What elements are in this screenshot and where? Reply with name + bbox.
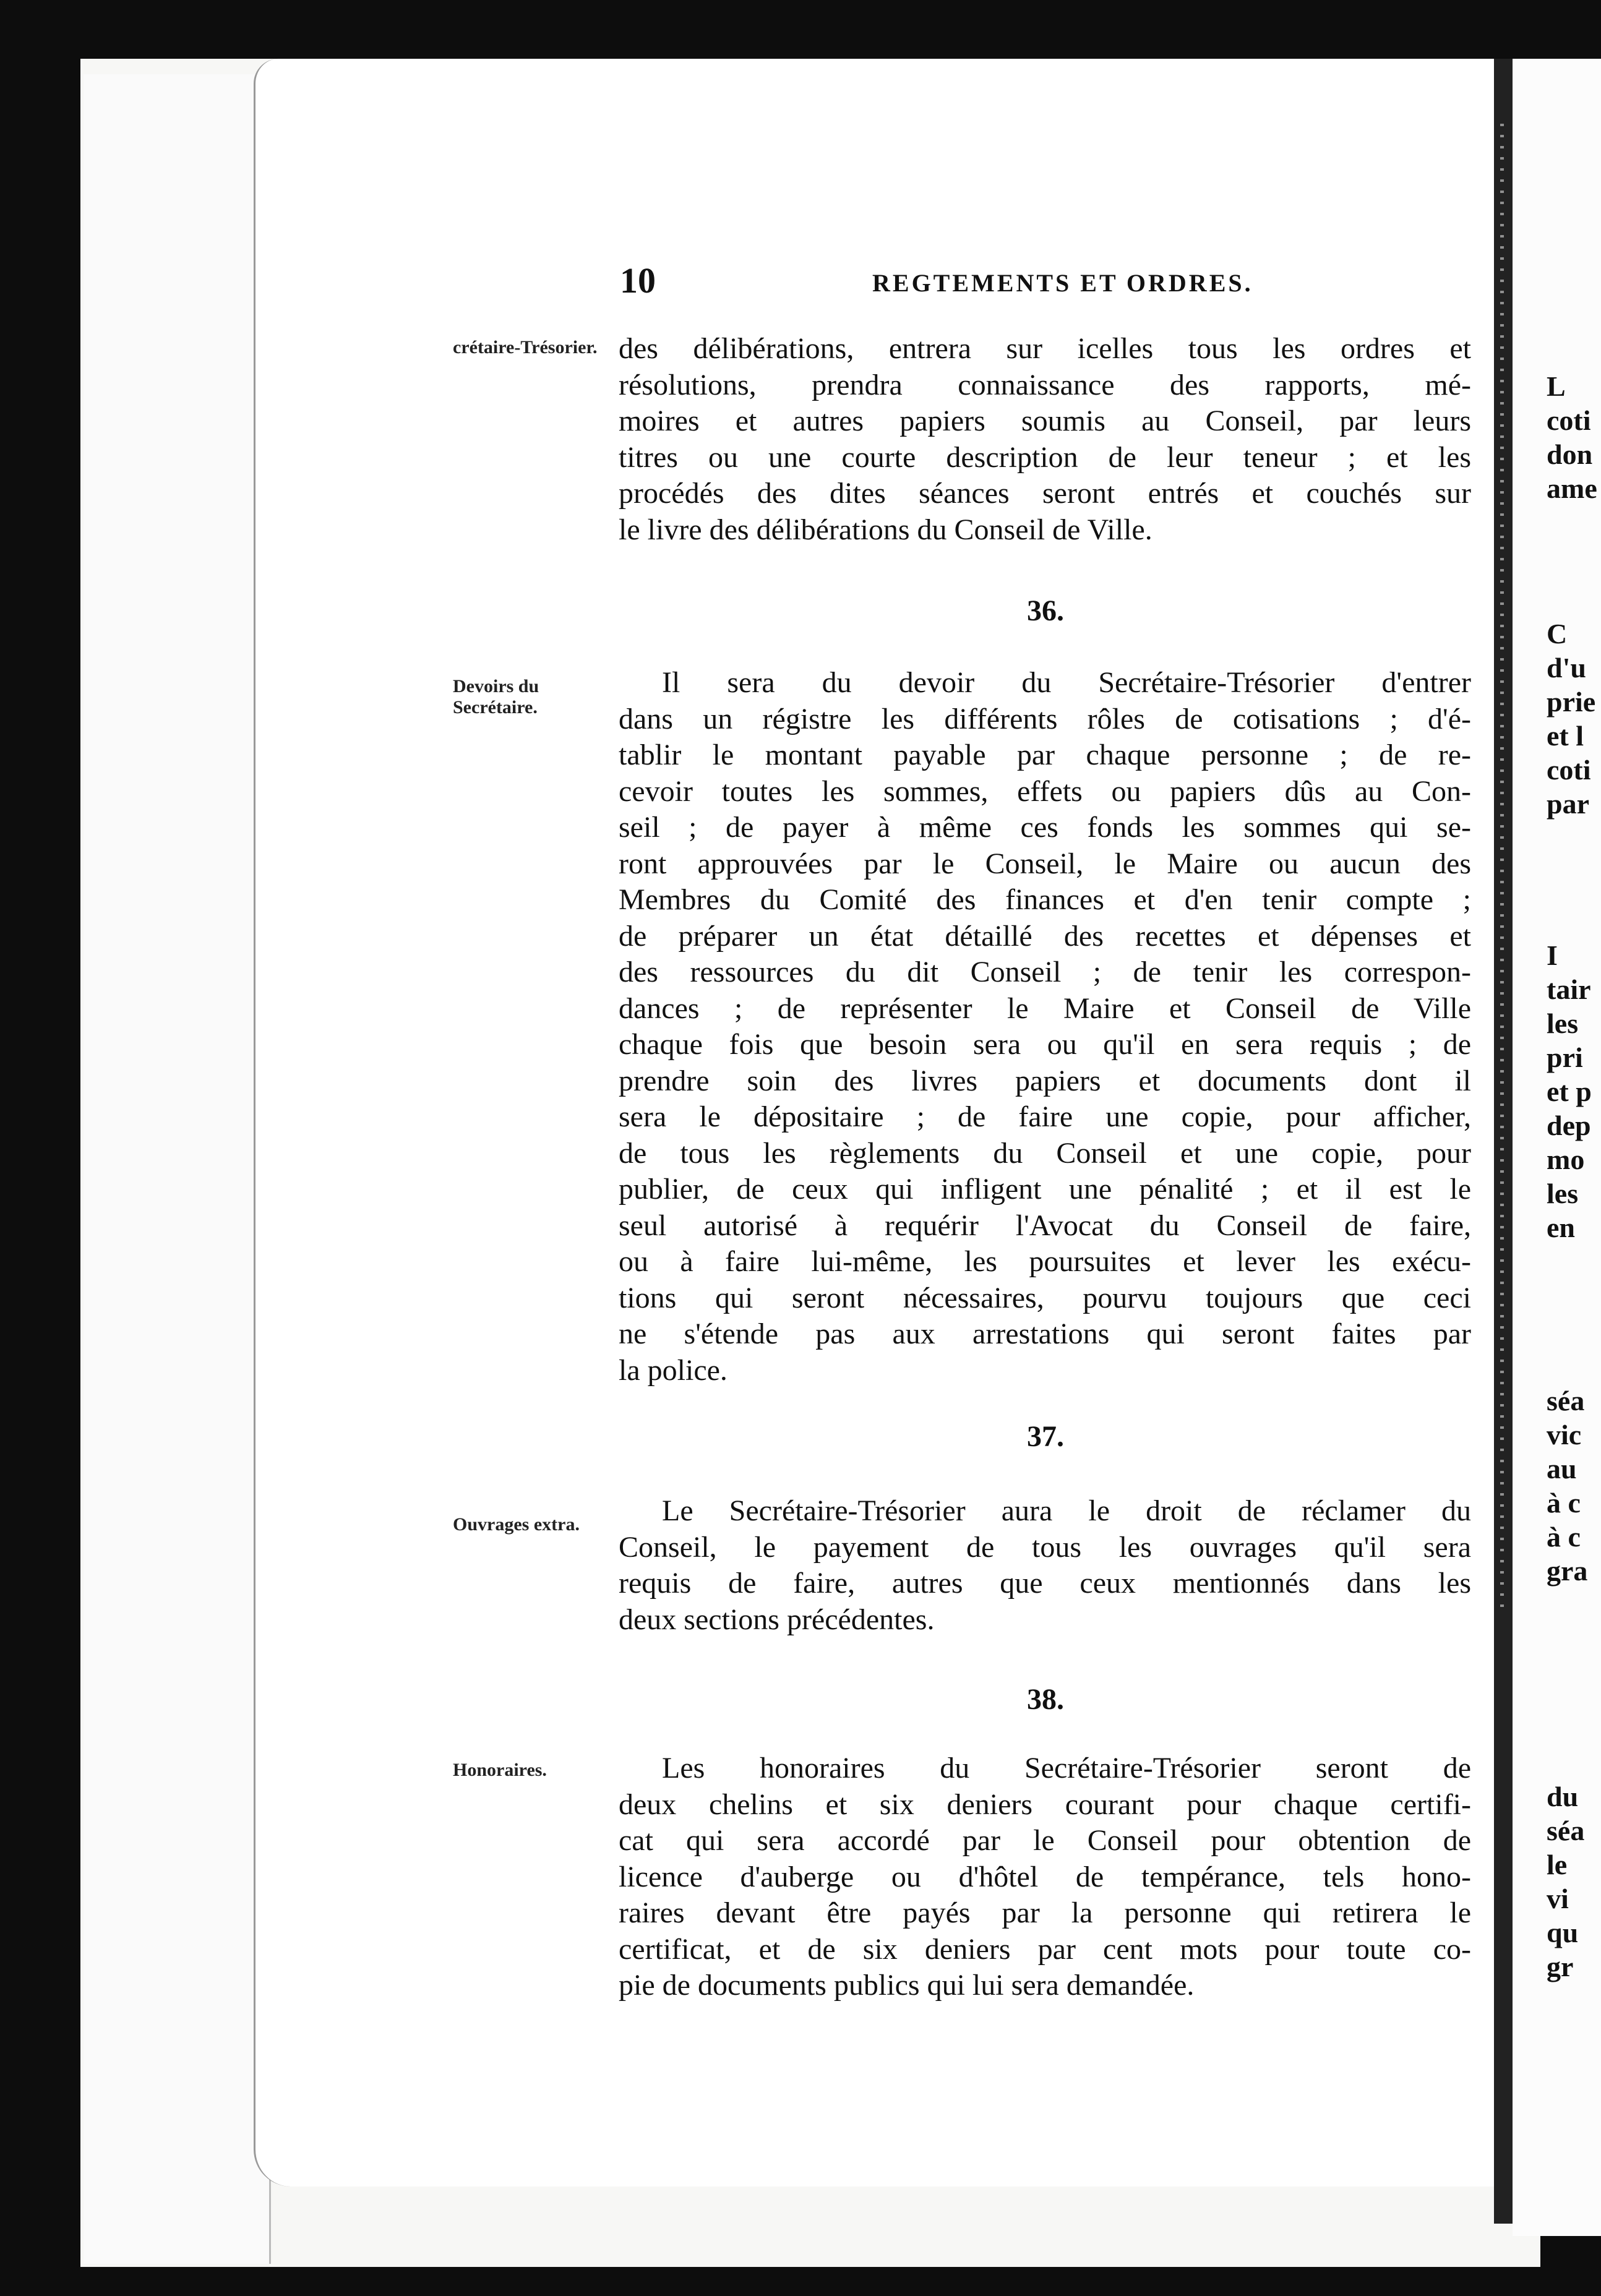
next-page-line: les xyxy=(1547,1178,1579,1209)
text-line: cat qui sera accordé par le Conseil pour obtention de xyxy=(619,1824,1471,1857)
next-page-line: et l xyxy=(1547,720,1584,752)
text-line: chaque fois que besoin sera ou qu'il en sera requis ; de xyxy=(619,1028,1471,1061)
next-page-line: au xyxy=(1547,1453,1577,1484)
next-page-line: coti xyxy=(1547,405,1591,436)
text-line: cevoir toutes les sommes, effets ou papiers dûs au Con- xyxy=(619,774,1471,808)
left-cover-edge xyxy=(84,74,271,2264)
margin-note-continuation: crétaire-Trésorier. xyxy=(453,337,598,358)
text-line: de tous les règlements du Conseil et une copie, pour xyxy=(619,1136,1471,1170)
text-line: deux sections précédentes. xyxy=(619,1603,935,1636)
running-title: REGTEMENTS ET ORDRES. xyxy=(872,269,1253,297)
text-line: la police. xyxy=(619,1353,728,1387)
text-line: Le Secrétaire-Trésorier aura le droit de réclamer du xyxy=(662,1494,1471,1527)
next-page-line: du xyxy=(1547,1781,1579,1812)
next-page-line: séa xyxy=(1547,1385,1585,1416)
next-page-line: qu xyxy=(1547,1917,1579,1948)
text-line: sera le dépositaire ; de faire une copie, pour afficher, xyxy=(619,1100,1471,1133)
text-line: le livre des délibérations du Conseil de Ville. xyxy=(619,513,1152,546)
text-line: dances ; de représenter le Maire et Conseil de Ville xyxy=(619,992,1471,1025)
page-header xyxy=(612,260,1479,309)
next-page-line: en xyxy=(1547,1212,1575,1243)
next-page-line: coti xyxy=(1547,754,1591,786)
next-page-line: et p xyxy=(1547,1076,1592,1107)
text-line: seil ; de payer à même ces fonds les sommes qui se- xyxy=(619,811,1471,844)
text-line: raires devant être payés par la personne qui retirera le xyxy=(619,1896,1471,1929)
next-page-line: ame xyxy=(1547,473,1597,504)
text-line: pie de documents publics qui lui sera demandée. xyxy=(619,1969,1195,2002)
text-line: publier, de ceux qui infligent une pénalité ; et il est le xyxy=(619,1173,1471,1206)
text-line: Conseil, le payement de tous les ouvrages qu'il sera xyxy=(619,1530,1471,1564)
text-line: Il sera du devoir du Secrétaire-Trésorier d'entrer xyxy=(662,666,1471,699)
next-page-line: gr xyxy=(1547,1951,1574,1982)
next-page-line: gra xyxy=(1547,1555,1588,1587)
next-page-line: vic xyxy=(1547,1419,1582,1450)
text-line: résolutions, prendra connaissance des rapports, mé- xyxy=(619,368,1471,401)
text-line: moires et autres papiers soumis au Conseil, par leurs xyxy=(619,405,1471,437)
text-line: ront approuvées par le Conseil, le Maire ou aucun des xyxy=(619,847,1471,880)
next-page-line: C xyxy=(1547,618,1568,649)
continuation-paragraph xyxy=(619,331,1471,548)
next-page-line: séa xyxy=(1547,1815,1585,1846)
next-page-line: tair xyxy=(1547,974,1591,1005)
text-line: ne s'étende pas aux arrestations qui seront faites par xyxy=(619,1317,1471,1350)
section-number-36: 36. xyxy=(1027,594,1064,627)
next-page-line: les xyxy=(1547,1008,1579,1039)
next-page-line: dep xyxy=(1547,1110,1591,1141)
margin-note-section-36: Devoirs du Secrétaire. xyxy=(453,676,539,718)
text-line: des ressources du dit Conseil ; de tenir les correspon- xyxy=(619,956,1471,988)
margin-note-section-37: Ouvrages extra. xyxy=(453,1514,580,1535)
section-36-paragraph xyxy=(619,665,1471,1389)
section-number-38: 38. xyxy=(1027,1683,1064,1716)
next-page-line: mo xyxy=(1547,1144,1585,1175)
next-page-fragment xyxy=(1513,59,1601,2236)
next-page-line: à c xyxy=(1547,1521,1581,1553)
next-page-line: à c xyxy=(1547,1487,1581,1519)
next-page-line: d'u xyxy=(1547,652,1586,683)
text-line: ou à faire lui-même, les poursuites et lever les exécu- xyxy=(619,1245,1471,1278)
text-line: Les honoraires du Secrétaire-Trésorier seront de xyxy=(662,1752,1471,1784)
text-line: certificat, et de six deniers par cent mots pour toute co- xyxy=(619,1932,1471,1966)
next-page-line: pri xyxy=(1547,1042,1583,1073)
text-line: seul autorisé à requérir l'Avocat du Conseil de faire, xyxy=(619,1209,1471,1242)
text-line: tions qui seront nécessaires, pourvu toujours que ceci xyxy=(619,1281,1471,1314)
section-38-paragraph xyxy=(619,1750,1471,2004)
next-page-line: le xyxy=(1547,1849,1568,1880)
text-line: des délibérations, entrera sur icelles tous les ordres et xyxy=(619,332,1471,365)
section-number-37: 37. xyxy=(1027,1420,1064,1453)
text-line: tablir le montant payable par chaque personne ; de re- xyxy=(619,739,1471,771)
text-line: titres ou une courte description de leur teneur ; et les xyxy=(619,440,1471,474)
next-page-line: par xyxy=(1547,788,1589,820)
text-line: deux chelins et six deniers courant pour chaque certifi- xyxy=(619,1788,1471,1821)
page-number: 10 xyxy=(620,260,656,301)
text-line: prendre soin des livres papiers et documents dont il xyxy=(619,1064,1471,1097)
text-line: procédés des dites séances seront entrés et couchés sur xyxy=(619,477,1471,510)
text-line: de préparer un état détaillé des recettes et dépenses et xyxy=(619,919,1471,953)
next-page-line: prie xyxy=(1547,686,1596,718)
text-line: licence d'auberge ou d'hôtel de tempérance, tels hono- xyxy=(619,1860,1471,1893)
text-line: dans un régistre les différents rôles de cotisations ; d'é- xyxy=(619,702,1471,735)
next-page-line: vi xyxy=(1547,1883,1569,1914)
section-37-paragraph xyxy=(619,1493,1471,1638)
text-line: requis de faire, autres que ceux mentionnés dans les xyxy=(619,1567,1471,1600)
text-line: Membres du Comité des finances et d'en tenir compte ; xyxy=(619,883,1471,916)
next-page-line: L xyxy=(1547,371,1566,402)
spine-stitching xyxy=(1500,124,1504,1608)
margin-note-section-38: Honoraires. xyxy=(453,1760,547,1780)
next-page-line: I xyxy=(1547,940,1558,971)
next-page-line: don xyxy=(1547,439,1593,470)
